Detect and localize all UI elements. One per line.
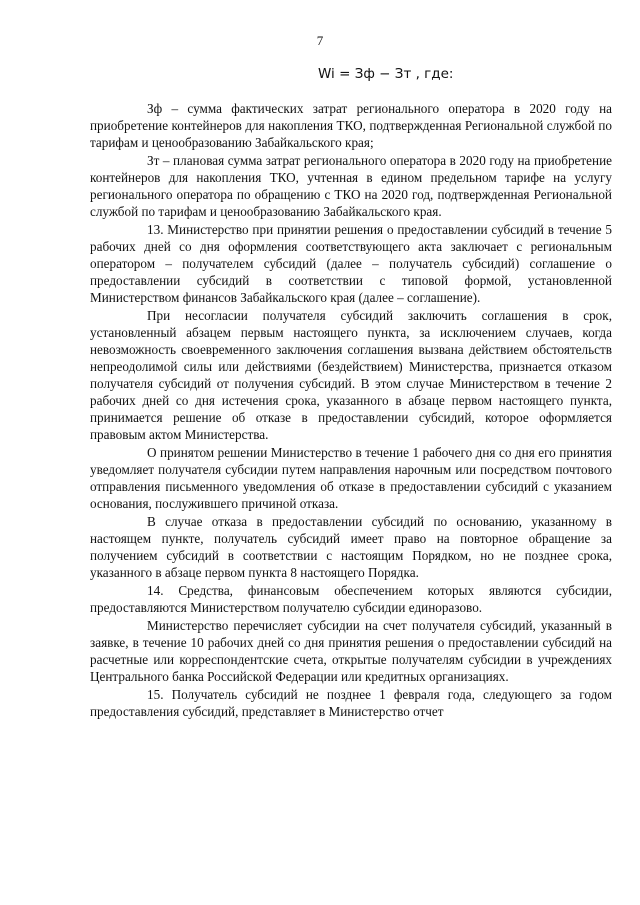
paragraph: Зф – сумма фактических затрат регионального оператора в 2020 году на приобретение контейнеров для накопления ТКО, подтвержденная Региональной службой по тарифам и ценообразованию Забайкальского края; <box>90 101 612 150</box>
paragraph: Зт – плановая сумма затрат регионального оператора в 2020 году на приобретение контейнеров для накопления ТКО, учтенная в едином предельном тарифе на услугу регионального оператора по обращению с ТКО на 2020 год, подтвержденная Региональной службой по тарифам и ценообразованию Забайкальского края. <box>90 153 612 219</box>
paragraph: В случае отказа в предоставлении субсидий по основанию, указанному в настоящем пункте, получатель субсидий имеет право на повторное обращение за получением субсидий в соответствии с настоящим Порядком, но не позднее срока, указанного в абзаце первом пункта 8 настоящего Порядка. <box>90 514 612 580</box>
paragraph: При несогласии получателя субсидий заключить соглашения в срок, установленный абзацем первым настоящего пункта, за исключением случаев, когда невозможность своевременного заключения соглашения вызвана действием обстоятельств непреодолимой силы или действиями (бездействием) Министерства, признается отказом получателя субсидий от получения субсидий. В этом случае Министерством в течение 2 рабочих дней со дня истечения срока, указанного в абзаце первом настоящего пункта, принимается решение об отказе в предоставлении субсидий, которое оформляется правовым актом Министерства. <box>90 308 612 442</box>
paragraph: 13. Министерство при принятии решения о предоставлении субсидий в течение 5 рабочих дней со дня оформления соответствующего акта заключает с региональным оператором – получателем субсидий (далее – получатель субсидий) соглашение о предоставлении субсидий в соответствии с типовой формой, установленной Министерством финансов Забайкальского края (далее – соглашение). <box>90 222 612 305</box>
paragraph: О принятом решении Министерство в течение 1 рабочего дня со дня его принятия уведомляет получателя субсидии путем направления нарочным или посредством почтового отправления письменного уведомления об отказе в предоставлении субсидий с указанием основания, послужившего причиной отказа. <box>90 445 612 511</box>
page-number: 7 <box>316 33 324 48</box>
paragraph: 15. Получатель субсидий не позднее 1 февраля года, следующего за годом предоставления субсидий, представляет в Министерство отчет <box>90 687 612 719</box>
paragraph: 14. Средства, финансовым обеспечением которых являются субсидии, предоставляются Министерством получателю субсидии единоразово. <box>90 583 612 615</box>
body-text <box>90 100 612 721</box>
formula: Wi = Зф − Зт , где: <box>318 66 454 82</box>
paragraph: Министерство перечисляет субсидии на счет получателя субсидий, указанный в заявке, в течение 10 рабочих дней со дня принятия решения о предоставлении субсидий на расчетные или корреспондентские счета, открытые получателям субсидии в учреждениях Центрального банка Российской Федерации или кредитных организациях. <box>90 618 612 684</box>
